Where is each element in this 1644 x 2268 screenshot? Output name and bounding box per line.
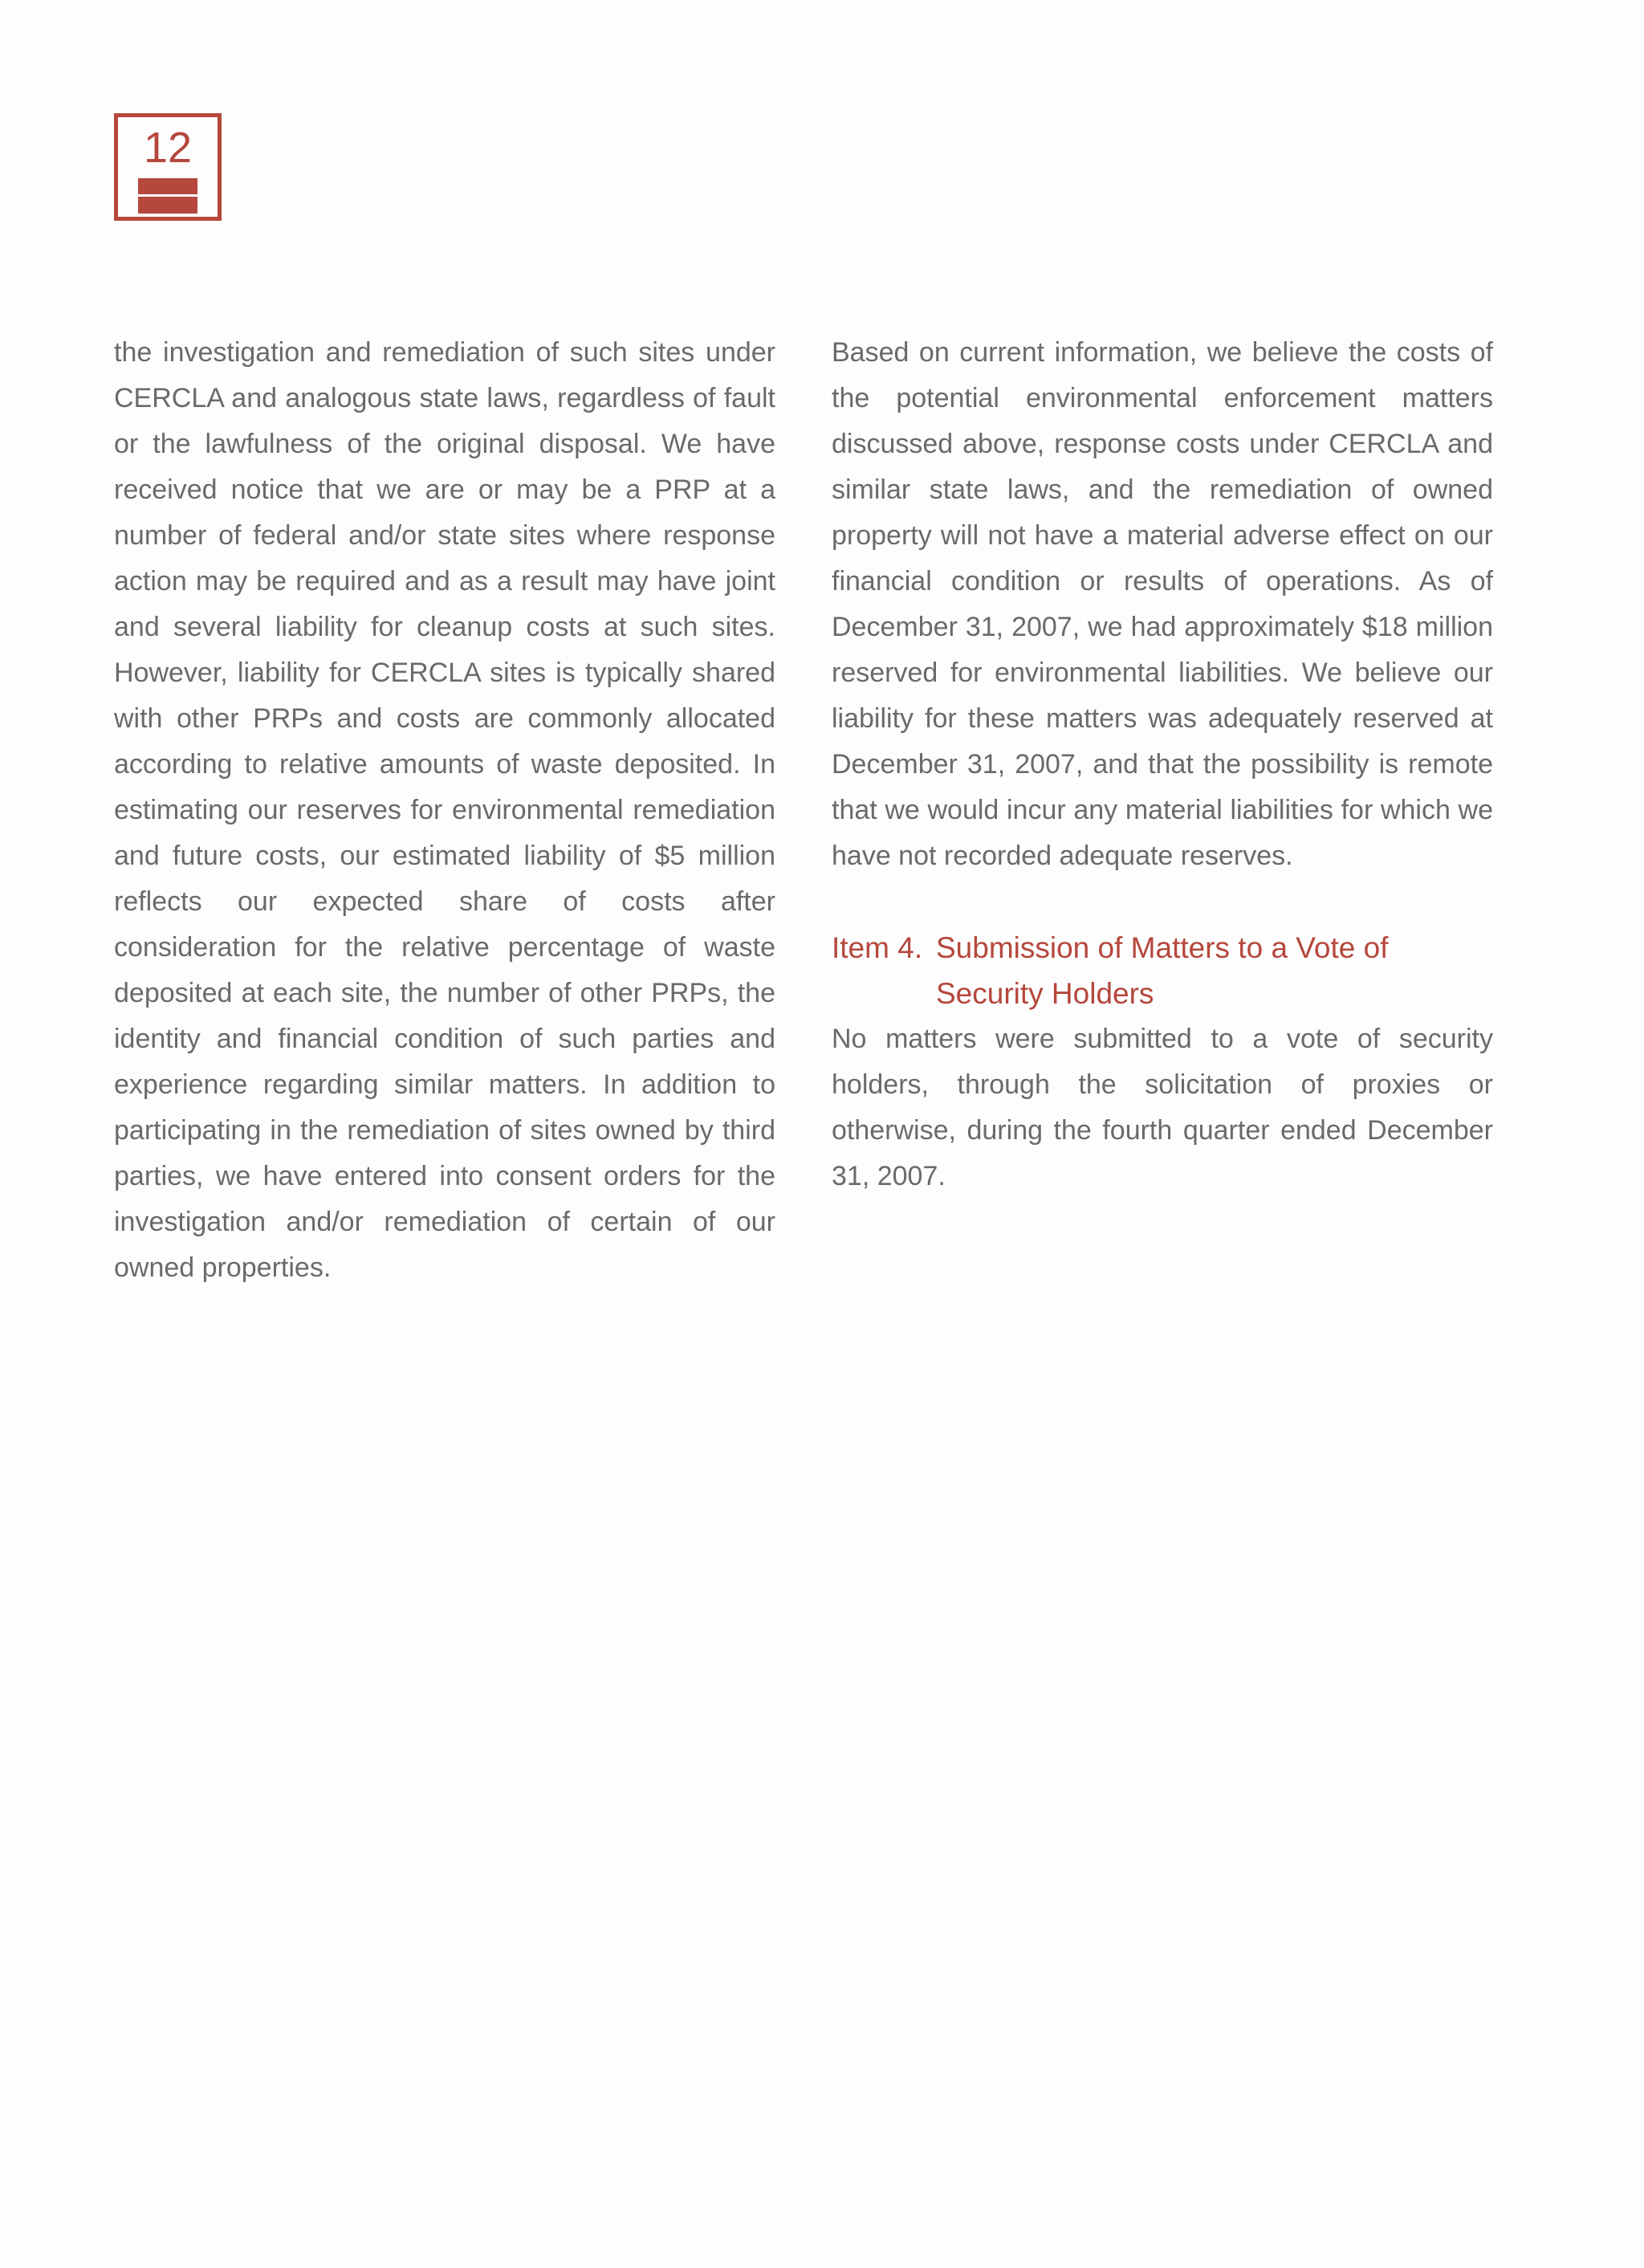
page-badge-bar	[138, 178, 197, 214]
left-column	[114, 330, 775, 1291]
item-title: Submission of Matters to a Vote of Security Holders	[936, 931, 1389, 1010]
item-4-paragraph: No matters were submitted to a vote of security holders, through the solicitation of proxies or otherwise, during the fourth quarter ended December 31, 2007.	[832, 1024, 1493, 1191]
page-number: 12	[143, 124, 193, 172]
item-number: Item 4.	[832, 931, 923, 964]
page-number-badge	[114, 113, 222, 221]
item-4-heading	[832, 925, 1493, 1016]
right-column	[832, 330, 1493, 1199]
right-column-paragraph: Based on current information, we believe the costs of the potential environmental enforcement matters discussed above, response costs under CERCLA and similar state laws, and the remediation of owned property will not have a material adverse effect on our financial condition or results of operations. As of December 31, 2007, we had approximately $18 million reserved for environmental liabilities. We believe our liability for these matters was adequately reserved at December 31, 2007, and that the possibility is remote that we would incur any material liabilities for which we have not recorded adequate reserves.	[832, 337, 1493, 871]
left-column-paragraph: the investigation and remediation of such sites under CERCLA and analogous state laws, regardless of fault or the lawfulness of the original disposal. We have received notice that we are or may be a PRP at a number of federal and/or state sites where response action may be required and as a result may have joint and several liability for cleanup costs at such sites. However, liability for CERCLA sites is typically shared with other PRPs and costs are commonly allocated according to relative amounts of waste deposited. In estimating our reserves for environmental remediation and future costs, our estimated liability of $5 million reflects our expected share of costs after consideration for the relative percentage of waste deposited at each site, the number of other PRPs, the identity and financial condition of such parties and experience regarding similar matters. In addition to participating in the remediation of sites owned by third parties, we have entered into consent orders for the investigation and/or remediation of certain of our owned properties.	[114, 337, 775, 1283]
